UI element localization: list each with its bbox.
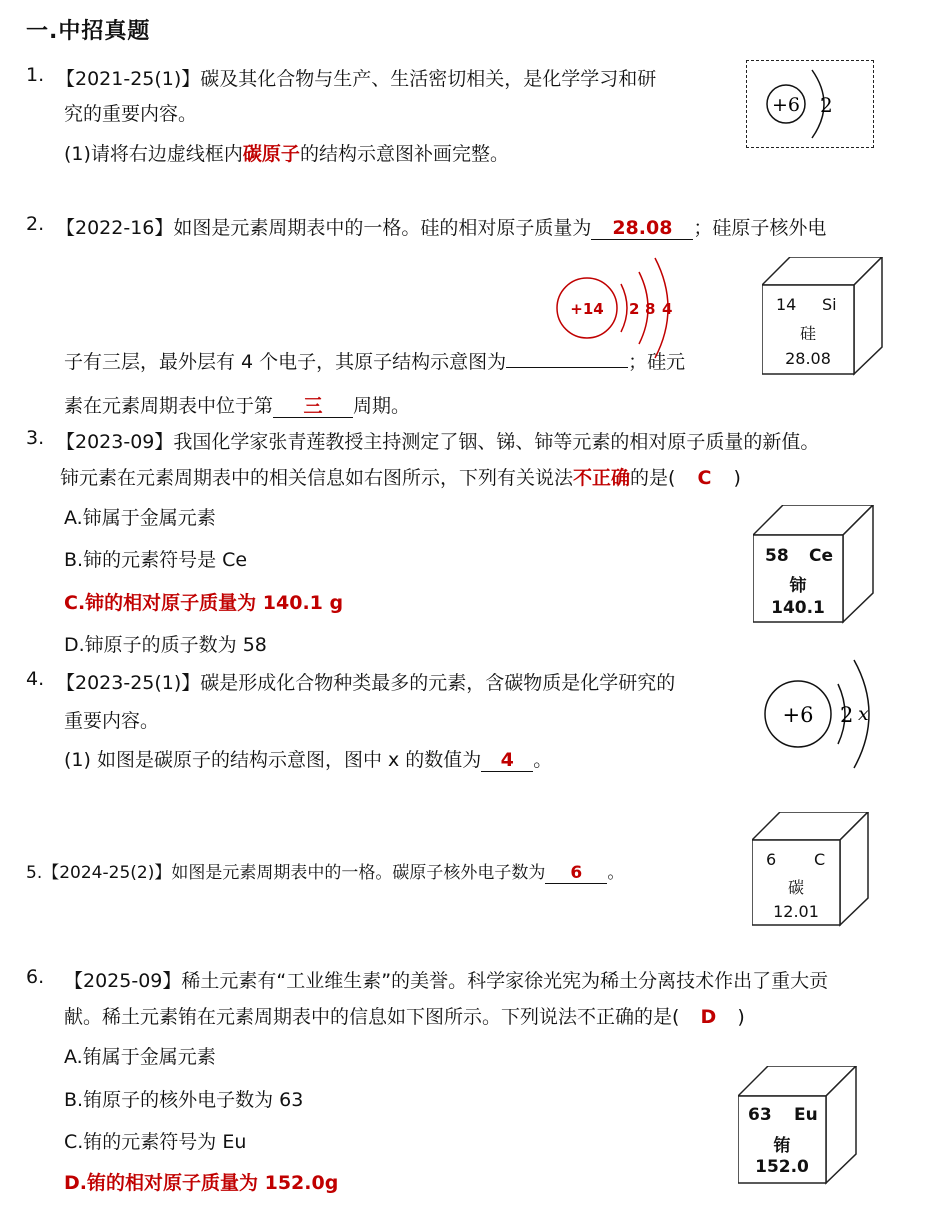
q1-number: 1.: [26, 64, 45, 86]
q2-line2-suffix: ；硅元: [628, 351, 686, 373]
q2-shell-1: 2: [629, 300, 640, 318]
q3-line2: [60, 463, 741, 490]
q6-element-cell: [738, 1066, 862, 1186]
q1-sub-suffix: 的结构示意图补画完整。: [299, 143, 509, 165]
q2-shell-3: 4: [662, 300, 673, 318]
q5-element-cell: [752, 812, 872, 928]
q5-cell-number: 6: [766, 850, 777, 869]
q3-line1: 【2023-09】我国化学家张青莲教授主持测定了铟、锑、铈等元素的相对原子质量的新值。: [56, 431, 820, 453]
q3-line2-mid: 的是(: [630, 467, 676, 489]
q3-answer: C: [697, 467, 712, 489]
q1-shell-label: 2: [820, 93, 833, 117]
q4-line1: 【2023-25(1)】碳是形成化合物种类最多的元素，含碳物质是化学研究的: [56, 672, 676, 694]
q1-text-line1: 【2021-25(1)】碳及其化合物与生产、生活密切相关，是化学学习和研: [56, 68, 657, 90]
q5-suffix: 。: [607, 863, 625, 883]
q1-sub-highlight: 碳原子: [242, 143, 300, 165]
q2-line3-prefix: 素在元素周期表中位于第: [64, 395, 274, 417]
q6-cell-number: 63: [748, 1105, 772, 1125]
q3-element-cell: [753, 505, 877, 625]
q2-cell-symbol: Si: [822, 295, 837, 314]
q1-subquestion: [64, 139, 509, 166]
q5-cell-mass: 12.01: [773, 902, 819, 921]
q1-nucleus-label: +6: [771, 94, 801, 116]
q2-answer1: 28.08: [591, 218, 693, 240]
q2-line1: [56, 213, 826, 240]
q2-cell-mass: 28.08: [785, 349, 831, 368]
q1-sub-prefix: (1)请将右边虚线框内: [64, 143, 243, 165]
q3-cell-name: 铈: [789, 576, 807, 596]
q2-line3: [64, 391, 410, 418]
q4-shell-2: x: [858, 703, 869, 725]
q3-cell-mass: 140.1: [771, 598, 825, 618]
q4-number: 4.: [26, 668, 45, 690]
q3-line2-close: ): [733, 467, 741, 489]
q6-line2: [64, 1002, 745, 1029]
q6-number: 6.: [26, 966, 45, 988]
q3-option-b: B.铈的元素符号是 Ce: [64, 549, 248, 571]
q2-number: 2.: [26, 213, 45, 235]
q2-element-cell: [762, 257, 886, 377]
q2-line2-prefix: 子有三层，最外层有 4 个电子，其原子结构示意图为: [64, 351, 507, 373]
q6-option-d: D.铕的相对原子质量为 152.0g: [64, 1172, 339, 1194]
q2-shell-2: 8: [645, 300, 656, 318]
section-title: 一.中招真题: [26, 19, 151, 44]
q2-silicon-diagram: [555, 252, 685, 364]
q6-cell-name: 铕: [773, 1136, 791, 1156]
q5-prefix: 【2024-25(2)】如图是元素周期表中的一格。碳原子核外电子数为: [42, 863, 546, 883]
q4-sub-prefix: (1) 如图是碳原子的结构示意图，图中 x 的数值为: [64, 749, 482, 771]
q6-line2-prefix: 献。稀土元素铕在元素周期表中的信息如下图所示。下列说法不正确的是(: [64, 1006, 680, 1028]
q6-line2-close: ): [737, 1006, 745, 1028]
q3-option-a: A.铈属于金属元素: [64, 507, 216, 529]
q5-line: [26, 858, 624, 884]
q2-line3-suffix: 周期。: [353, 395, 411, 417]
q4-line2: 重要内容。: [64, 710, 160, 732]
q5-number: 5.: [26, 863, 43, 883]
q2-blank2: [506, 367, 628, 368]
q3-option-d: D.铈原子的质子数为 58: [64, 634, 267, 656]
q3-line2-highlight: 不正确: [573, 467, 631, 489]
q2-cell-name: 硅: [799, 324, 816, 343]
q4-answer: 4: [481, 750, 533, 772]
q3-cell-number: 58: [765, 546, 789, 566]
q5-cell-symbol: C: [814, 850, 826, 869]
q6-answer: D: [700, 1006, 717, 1028]
q2-cell-number: 14: [776, 295, 797, 314]
q2-line1-prefix: 【2022-16】如图是元素周期表中的一格。硅的相对原子质量为: [56, 217, 592, 239]
q6-option-c: C.铕的元素符号为 Eu: [64, 1131, 247, 1153]
q3-cell-symbol: Ce: [809, 546, 834, 566]
q5-answer: 6: [545, 864, 607, 884]
q6-cell-mass: 152.0: [755, 1157, 809, 1177]
q6-option-b: B.铕原子的核外电子数为 63: [64, 1089, 304, 1111]
q2-nucleus-label: +14: [570, 300, 604, 318]
q4-nucleus-label: +6: [782, 703, 814, 727]
q2-answer3: 三: [273, 396, 353, 418]
q6-option-a: A.铕属于金属元素: [64, 1046, 216, 1068]
q1-carbon-diagram: [746, 60, 874, 148]
q3-line2-prefix: 铈元素在元素周期表中的相关信息如右图所示，下列有关说法: [60, 467, 574, 489]
q6-cell-symbol: Eu: [794, 1105, 818, 1125]
q3-number: 3.: [26, 427, 45, 449]
q2-line1-suffix: ；硅原子核外电: [693, 217, 827, 239]
q3-option-c: C.铈的相对原子质量为 140.1 g: [64, 592, 344, 614]
q5-cell-name: 碳: [787, 878, 804, 897]
q4-sub-suffix: 。: [533, 749, 553, 771]
q1-text-line2: 究的重要内容。: [64, 103, 198, 125]
q6-line1: 【2025-09】稀土元素有“工业维生素”的美誉。科学家徐光宪为稀土分离技术作出了重大贡: [64, 970, 829, 992]
q4-carbon-diagram: [760, 654, 880, 774]
q4-shell-1: 2: [840, 703, 854, 727]
q4-subquestion: [64, 745, 552, 772]
